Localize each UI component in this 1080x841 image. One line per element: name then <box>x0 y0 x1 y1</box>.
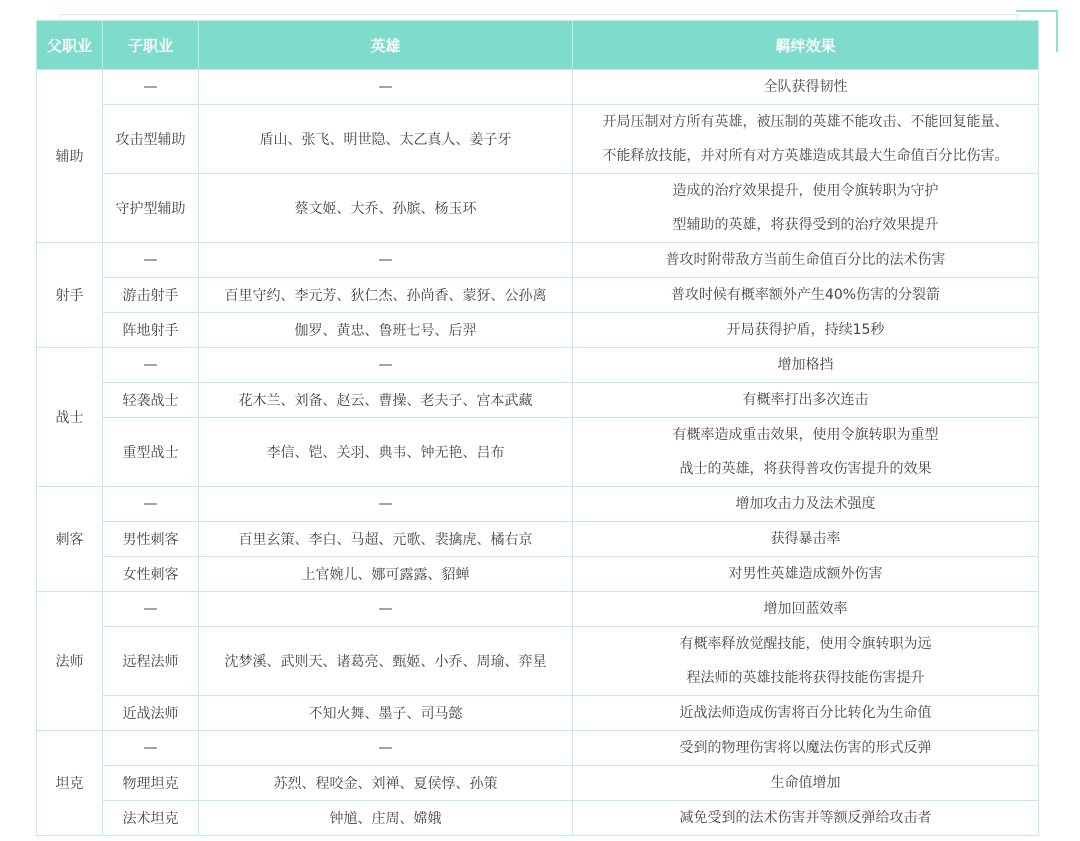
sub-class-cell: 阵地射手 <box>103 313 199 348</box>
table-row <box>37 522 1039 557</box>
sub-class-cell: 法术坦克 <box>103 801 199 836</box>
table-row <box>37 313 1039 348</box>
heroes-cell: 百里玄策、李白、马超、元歌、裴擒虎、橘右京 <box>199 522 573 557</box>
table-row <box>37 243 1039 278</box>
synergy-effect-line: 获得暴击率 <box>770 531 841 547</box>
synergy-effect-cell <box>573 70 1039 105</box>
synergy-effect-cell <box>573 383 1039 418</box>
sub-class-cell: 远程法师 <box>103 627 199 696</box>
synergy-effect-cell <box>573 766 1039 801</box>
parent-class-cell: 法师 <box>37 592 103 731</box>
synergy-effect-cell <box>573 627 1039 696</box>
synergy-effect-cell <box>573 696 1039 731</box>
synergy-effect-line: 有概率打出多次连击 <box>742 392 869 408</box>
heroes-cell: — <box>199 70 573 105</box>
heroes-cell: 李信、铠、关羽、典韦、钟无艳、吕布 <box>199 418 573 487</box>
table-row <box>37 487 1039 522</box>
table-row <box>37 731 1039 766</box>
synergy-effect-line: 全队获得韧性 <box>763 79 848 95</box>
table-row <box>37 557 1039 592</box>
parent-class-cell: 刺客 <box>37 487 103 592</box>
header-heroes: 英雄 <box>199 21 573 70</box>
table-header-row <box>37 21 1039 70</box>
table-row <box>37 801 1039 836</box>
table-body <box>37 70 1039 836</box>
synergy-effect-line: 开局获得护盾，持续15秒 <box>726 322 885 338</box>
sub-class-cell: 物理坦克 <box>103 766 199 801</box>
synergy-effect-line: 开局压制对方所有英雄，被压制的英雄不能攻击、不能回复能量、 <box>602 114 1009 130</box>
table-row <box>37 105 1039 174</box>
sub-class-cell: — <box>103 487 199 522</box>
table-row <box>37 627 1039 696</box>
table-row <box>37 592 1039 627</box>
sub-class-cell: 近战法师 <box>103 696 199 731</box>
synergy-effect-line: 减免受到的法术伤害并等额反弹给攻击者 <box>679 810 932 826</box>
synergy-effect-cell <box>573 487 1039 522</box>
synergy-effect-cell <box>573 801 1039 836</box>
sub-class-cell: — <box>103 243 199 278</box>
synergy-effect-cell <box>573 522 1039 557</box>
sub-class-cell: — <box>103 731 199 766</box>
header-parent-class: 父职业 <box>37 21 103 70</box>
synergy-effect-line: 增加格挡 <box>777 357 834 373</box>
heroes-cell: 上官婉儿、娜可露露、貂蝉 <box>199 557 573 592</box>
synergy-effect-line: 不能释放技能，并对所有对方英雄造成其最大生命值百分比伤害。 <box>602 148 1009 164</box>
synergy-effect-cell <box>573 592 1039 627</box>
synergy-effect-cell <box>573 731 1039 766</box>
heroes-cell: 百里守约、李元芳、狄仁杰、孙尚香、蒙犽、公孙离 <box>199 278 573 313</box>
sub-class-cell: 女性刺客 <box>103 557 199 592</box>
parent-class-cell: 射手 <box>37 243 103 348</box>
synergy-effect-line: 造成的治疗效果提升，使用令旗转职为守护 <box>672 183 939 199</box>
header-synergy-effect: 羁绊效果 <box>573 21 1039 70</box>
parent-class-cell: 战士 <box>37 348 103 487</box>
heroes-cell: 沈梦溪、武则天、诸葛亮、甄姬、小乔、周瑜、弈星 <box>199 627 573 696</box>
heroes-cell: 苏烈、程咬金、刘禅、夏侯惇、孙策 <box>199 766 573 801</box>
heroes-cell: 钟馗、庄周、嫦娥 <box>199 801 573 836</box>
synergy-effect-line: 对男性英雄造成额外伤害 <box>728 566 883 582</box>
synergy-effect-line: 战士的英雄，将获得普攻伤害提升的效果 <box>679 461 932 477</box>
table-row <box>37 174 1039 243</box>
parent-class-cell: 辅助 <box>37 70 103 243</box>
synergy-effect-line: 普攻时附带敌方当前生命值百分比的法术伤害 <box>665 252 946 268</box>
sub-class-cell: — <box>103 70 199 105</box>
synergy-effect-line: 普攻时候有概率额外产生40%伤害的分裂箭 <box>670 287 941 303</box>
synergy-effect-cell <box>573 278 1039 313</box>
table-row <box>37 418 1039 487</box>
sub-class-cell: 轻袭战士 <box>103 383 199 418</box>
heroes-cell: 伽罗、黄忠、鲁班七号、后羿 <box>199 313 573 348</box>
heroes-cell: 不知火舞、墨子、司马懿 <box>199 696 573 731</box>
synergy-effect-line: 增加回蓝效率 <box>763 601 848 617</box>
table-row <box>37 766 1039 801</box>
table-row <box>37 348 1039 383</box>
synergy-effect-line: 有概率造成重击效果，使用令旗转职为重型 <box>672 427 939 443</box>
synergy-effect-cell <box>573 418 1039 487</box>
synergy-effect-cell <box>573 243 1039 278</box>
synergy-effect-cell <box>573 105 1039 174</box>
synergy-effect-line: 程法师的英雄技能将获得技能伤害提升 <box>686 670 925 686</box>
heroes-cell: — <box>199 487 573 522</box>
synergy-effect-cell <box>573 348 1039 383</box>
table-row <box>37 278 1039 313</box>
synergy-effect-cell <box>573 557 1039 592</box>
sub-class-cell: — <box>103 348 199 383</box>
synergy-effect-line: 型辅助的英雄，将获得受到的治疗效果提升 <box>672 217 939 233</box>
sub-class-cell: 攻击型辅助 <box>103 105 199 174</box>
heroes-cell: — <box>199 592 573 627</box>
table-row <box>37 383 1039 418</box>
synergy-effect-line: 近战法师造成伤害将百分比转化为生命值 <box>679 705 932 721</box>
header-sub-class: 子职业 <box>103 21 199 70</box>
synergy-effect-cell <box>573 313 1039 348</box>
sub-class-cell: 重型战士 <box>103 418 199 487</box>
table-row <box>37 70 1039 105</box>
sub-class-cell: 游击射手 <box>103 278 199 313</box>
heroes-cell: 花木兰、刘备、赵云、曹操、老夫子、宫本武藏 <box>199 383 573 418</box>
heroes-cell: 蔡文姬、大乔、孙膑、杨玉环 <box>199 174 573 243</box>
class-synergy-table <box>36 20 1039 836</box>
parent-class-cell: 坦克 <box>37 731 103 836</box>
sub-class-cell: — <box>103 592 199 627</box>
heroes-cell: — <box>199 348 573 383</box>
synergy-effect-line: 增加攻击力及法术强度 <box>735 496 876 512</box>
synergy-effect-line: 有概率释放觉醒技能，使用令旗转职为远 <box>679 636 932 652</box>
synergy-effect-line: 生命值增加 <box>770 775 841 791</box>
heroes-cell: — <box>199 731 573 766</box>
synergy-effect-line: 受到的物理伤害将以魔法伤害的形式反弹 <box>679 740 932 756</box>
sub-class-cell: 男性刺客 <box>103 522 199 557</box>
heroes-cell: — <box>199 243 573 278</box>
synergy-effect-cell <box>573 174 1039 243</box>
heroes-cell: 盾山、张飞、明世隐、太乙真人、姜子牙 <box>199 105 573 174</box>
table-row <box>37 696 1039 731</box>
sub-class-cell: 守护型辅助 <box>103 174 199 243</box>
